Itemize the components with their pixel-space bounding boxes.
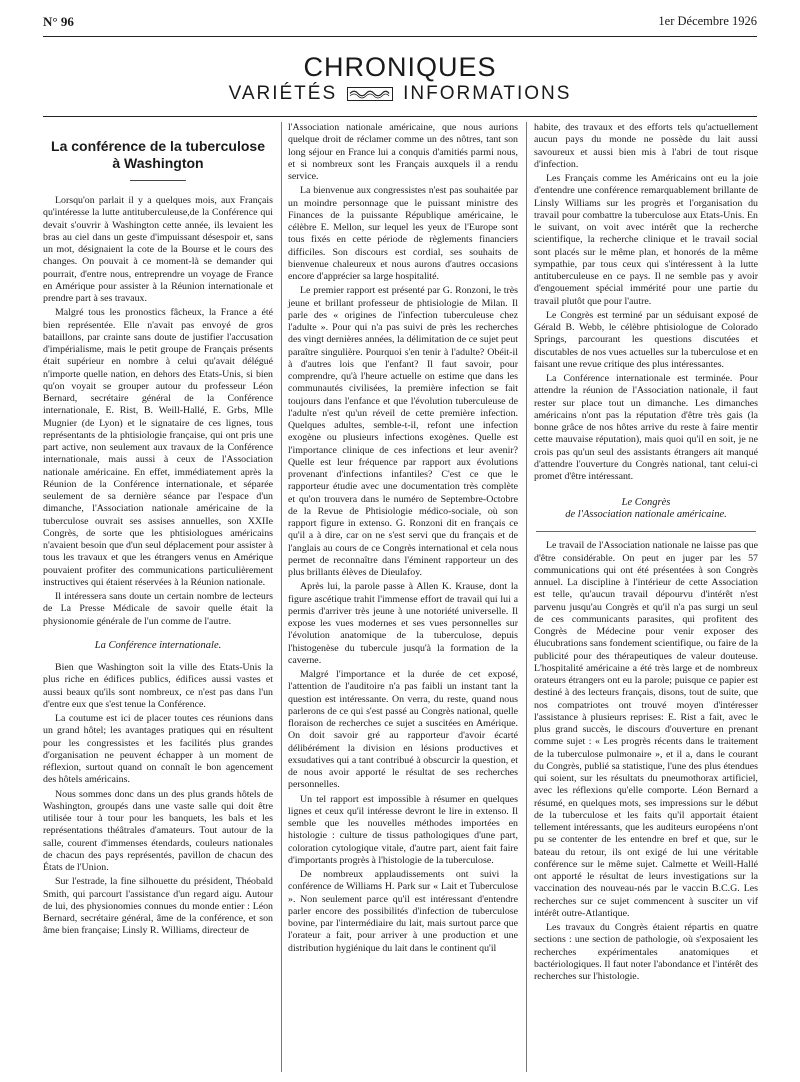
article-title: [43, 138, 273, 172]
paragraph: De nombreux applaudissements ont suivi la conférence de Williams H. Park sur « Lait et Tuberculose ». Non seulement parce qu'il est intéressant d'entendre parler encore des possibilités d'infection de tuberculose bovine, par l'intermédiaire du lait, mais surtout parce que l'orateur a fait, pour arriver à une production et une distribution hygiénique du lait dans le continent qu'il: [288, 869, 518, 954]
paragraph: Bien que Washington soit la ville des Etats-Unis la plus riche en édifices publics, édifices aussi vastes et aussi beaux qu'ils sont nombreux, ce n'est pas dans l'un d'entre eux que s'est tenue la Conférence.: [43, 662, 273, 710]
subheading-conference: La Conférence internationale.: [94, 639, 222, 651]
ornament-icon: [347, 87, 393, 101]
paragraph: Le Congrès est terminé par un séduisant exposé de Gérald B. Webb, le célèbre phtisiologue de Colorado Springs, parcourant les questions discutées et discutables de nos vues actuelles sur la tuberculose et en faisant une revue critique des plus intéressantes.: [534, 309, 758, 370]
paragraph: Un tel rapport est impossible à résumer en quelques lignes et ceux qu'il intéresse devront le lire in extenso. Il semble que les nouvelles méthodes importées en histologie : culture de tissus pathologiques d'une part, coloration cytologique vitale, d'autre part, aient fait faire d'importants progrès à l'histologie de la tuberculose.: [288, 793, 518, 866]
paragraph: Les travaux du Congrès étaient répartis en quatre sections : une section de pathologie, où s'exposaient les recherches expérimentales anatomiques et bactériologiques. Il faut noter l'abondance et l'intérêt des recherches sur l'histologie.: [534, 922, 758, 982]
paragraph: Lorsqu'on parlait il y a quelques mois, aux Français qu'intéresse la lutte antituberculeuse,de la Conférence qui devait s'ouvrir à Washington cette année, ils levaient les bras au ciel dans un geste d'impuissant désespoir et, sans un mot, désignaient la cote de la Bourse et le cours des changes. On pouvait à ce moment-là se demander qui pourrait, d'entre nous, entreprendre un voyage de France en Amérique pour assister à la Réunion internationale et prendre part à ses travaux.: [43, 195, 273, 304]
section-left: VARIÉTÉS: [228, 83, 338, 104]
paragraph: Sur l'estrade, la fine silhouette du président, Théobald Smith, qui parcourt l'assistance d'un regard aigu. Autour de lui, des physionomies connues du monde entier : Léon Bernard, secrétaire général, âme de la conférence, et son âme bien française; Linsly R. Williams, directeur de: [43, 876, 273, 937]
column-1: [43, 122, 273, 940]
paragraph: Le premier rapport est présenté par G. Ronzoni, le très jeune et brillant professeur de phtisiologie de Milan. Il parle des « origines de l'infection tuberculeuse chez l'adulte ». Pour qui n'a pas suivi de près les recherches des vingt dernières années, la délimitation de ce sujet peut paraître singulière. Pourquoi s'en tenir à l'adulte? Obéit-il à d'autres lois que l'enfant? Il faut savoir, pour comprendre, qu'à l'heure actuelle on estime que dans les communautés civilisées, la première infection se fait toujours dans l'enfance et que l'évolution tuberculeuse de l'adulte n'est qu'un réveil de cette première infection. Quelques adultes, semble-t-il, refont une infection exogène ou plusieurs infections exogènes. Quelle est l'importance clinique de ces infections et leur avenir? Quelle est leur fréquence par rapport aux évolutions provenant d'infections infantiles? C'est ce que le rapporteur étudie avec une documentation très complète et qu'on trouvera dans le numéro de Septembre-Octobre de la Revue de Phtisiologie médico-sociale, où son rapport figure in extenso. G. Ronzoni dit en français ce qu'il a à dire, car on ne s'est servi que du français et de l'anglais au cours de ce Congrès international et cela nous permet de reconnaître dans l'éminent rapporteur un des plus brillants élèves de Dieulafoy.: [288, 285, 518, 578]
subheading-rule: [536, 531, 756, 532]
paragraph: Après lui, la parole passe à Allen K. Krause, dont la figure ascétique trahit l'immense effort de travail qui lui a permis d'arriver très jeune à une notoriété universelle. Il expose les vues modernes et ses vues personnelles sur l'évolution anatomique de la tuberculose, depuis l'histogenèse du tubercule jusqu'à la formation de la caverne.: [288, 581, 518, 666]
column-3: [534, 122, 758, 985]
paragraph: Le travail de l'Association nationale ne laisse pas que d'être considérable. On peut en juger par les 57 communications qui ont été présentées à son Congrès annuel. La discipline à l'intérieur de cette Association est telle, qu'aucun travail dépourvu d'intérêt n'est parvenu jusqu'au Congrès et qu'il n'a pas surgi un seul de ces communicants parasites, qui profitent des Congrès de Médecine pour venir exposer des élucubrations sans fondement scientifique, ou faire de la publicité pour des thérapeutiques de valeur douteuse. L'hospitalité américaine a été très large et de nombreux orateurs étrangers ont eu la parole; puisque ce papier est destiné à des lecteurs français, disons, tout de suite, que nos compatriotes ont trouvé moyen d'intéresser l'assistance à plusieurs reprises: E. Rist a fait, avec le plus grand succès, le discours d'ouverture en prenant comme sujet : « Les progrès récents dans le traitement de la tuberculose pulmonaire », et il a, dans le courant du Congrès, publié sa statistique, l'une des plus étendues qui soient, sur les résultats du pneumothorax artificiel, avec les réflexions qu'elle comporte. Léon Bernard a résumé, en quelques mots, ses impressions sur le début de la tuberculose et les faits qu'il apportait étaient tellement intéressants, que les auditeurs européens n'ont pu se contenter de les entendre en bref et que, sur le bateau du retour, ils ont exigé de lui une véritable conférence sur le même sujet. Calmette et Weill-Hallé ont apporté le résultat de leurs investigations sur la vaccination des nouveau-nés par le vaccin B.C.G. Les recherches sur ce sujet commencent à susciter un vif intérêt outre-Atlantique.: [534, 540, 758, 919]
paragraph: La bienvenue aux congressistes n'est pas souhaitée par un moindre personnage que le puissant ministre des Finances de la puissante République américaine, le célèbre E. Mellon, sur lequel les yeux de l'Europe sont tous fixés en cette période de règlements financiers difficiles. Son discours est cordial, ses souhaits de bienvenue chaleureux et nous aurons d'autres occasions encore d'apprécier sa large hospitalité.: [288, 185, 518, 282]
subheading-congres: [534, 497, 758, 521]
article-title-line-1: La conférence de la tuberculose: [51, 138, 265, 154]
paragraph: Malgré l'importance et la durée de cet exposé, l'attention de l'auditoire n'a pas faibli un instant tant la question est intéressante. On verra, du reste, quand nous parlerons de ce qui s'est passé au Congrès national, quelle floraison de recherches ce sujet a suscitées en Amérique. On doit savoir gré au rapporteur d'avoir écarté délibérément la division en lésions productives et exsudatives qui a tant contribué à obscurcir la question, et de nous avoir apporté le résultat de ses recherches personnelles.: [288, 669, 518, 791]
paragraph: l'Association nationale américaine, que nous aurions quelque droit de réclamer comme un des nôtres, tant son long séjour en France lui a conquis d'amitiés parmi nous, et si nombreux sont les Français auxquels il a rendu service.: [288, 122, 518, 182]
masthead: [0, 52, 800, 105]
paragraph: Nous sommes donc dans un des plus grands hôtels de Washington, groupés dans une vaste salle qui doit être utilisée tour à tour pour les banquets, les bals et les représentations théâtrales d'amateurs. Tout autour de la salle, courent d'immenses étendards, couleurs nationales de chacun des pays représentés, pavillon de chacun des États de l'Union.: [43, 788, 273, 873]
top-rule: [43, 36, 757, 37]
column-2: [288, 122, 518, 957]
issue-date: 1er Décembre 1926: [658, 14, 757, 28]
paragraph: La Conférence internationale est terminée. Pour attendre la réunion de l'Association nationale, il faut rester sur place tout un dimanche. Les dimanches américains n'ont pas la réputation d'être très gais (la bonne grâce de nos hôtes arrive du reste à faire mentir cette mauvaise réputation), mais quoi qu'il en soit, je ne crois pas qu'un seul des assistants étrangers ait manqué d'attendre l'ouverture du Congrès national, tant celui-ci promet d'être intéressant.: [534, 373, 758, 482]
paragraph: habite, des travaux et des efforts tels qu'actuellement aucun pays du monde ne possède du lait aussi savoureux et aussi bien mis à l'abri de tout risque d'infection.: [534, 122, 758, 170]
section-title: CHRONIQUES: [303, 52, 497, 82]
issue-number: N° 96: [43, 14, 74, 29]
subheading-line-2: de l'Association nationale américaine.: [565, 509, 727, 521]
column-divider: [526, 122, 527, 1072]
masthead-rule: [43, 116, 757, 117]
title-rule: [130, 180, 186, 181]
article-title-line-2: à Washington: [112, 155, 204, 171]
paragraph: La coutume est ici de placer toutes ces réunions dans un grand hôtel; les avantages pratiques qui en résultent pour les congressistes et les facilités plus grandes d'organisation ne peuvent échapper à un moment de réflexion, surtout quand on connaît le bon agencement des hôtels américains.: [43, 713, 273, 786]
subheading-line-1: Le Congrès: [621, 497, 671, 509]
paragraph: Il intéressera sans doute un certain nombre de lecteurs de La Presse Médicale de savoir quelle était la physionomie générale de l'un comme de l'autre.: [43, 591, 273, 627]
section-right: INFORMATIONS: [403, 83, 572, 104]
section-subtitle: [0, 83, 800, 105]
column-divider: [281, 122, 282, 1072]
paragraph: Les Français comme les Américains ont eu la joie d'entendre une conférence remarquablement brillante de Linsly Williams sur les progrès et l'organisation du travail pour combattre la tuberculose aux Etats-Unis. En le suivant, on voit avec intérêt que la recherche scientifique, la recherche clinique et le travail social sont placés sur le même plan, et honorés de la même sympathie, par tous ceux qui s'intéressent à la lutte antituberculeuse en ce pays. Il ne semble pas y avoir d'engouement spécial immérité pour une partie du travail plutôt que pour l'autre.: [534, 173, 758, 307]
paragraph: Malgré tous les pronostics fâcheux, la France a été bien représentée. Elle n'avait pas envoyé de gros bataillons, par crainte sans doute de justifier l'accusation d'impérialisme, mais le petit groupe de Français présents était supérieur en nombre à celui qu'avait délégué n'importe quelle nation, en dehors des Etats-Unis, si bien qu'on voyait se grouper autour du professeur Léon Bernard, secrétaire général de la Conférence internationale, E. Rist, B. Weill-Hallé, E. Grbs, Mlle Mugnier (de Lyon) et le signataire de ces lignes, tous représentants de la phtisiologie française, qui ont pris une part active, non seulement aux travaux de la Conférence internationale, mais aussi à ceux de l'Association nationale américaine. En effet, immédiatement après la Réunion de la Conférence internationale, et séparée seulement de sa dernière séance par l'espace d'un dimanche, l'Association nationale américaine de la tuberculose ouvrait ses assises annuelles, son XXIIe Congrès, de sorte que les phtisiologues américains n'avaient besoin que d'un seul déplacement pour assister à tous les travaux et que les étrangers venus en Amérique pouvaient profiter des communications particulièrement instructives qui étaient réservées à la Réunion nationale.: [43, 307, 273, 588]
